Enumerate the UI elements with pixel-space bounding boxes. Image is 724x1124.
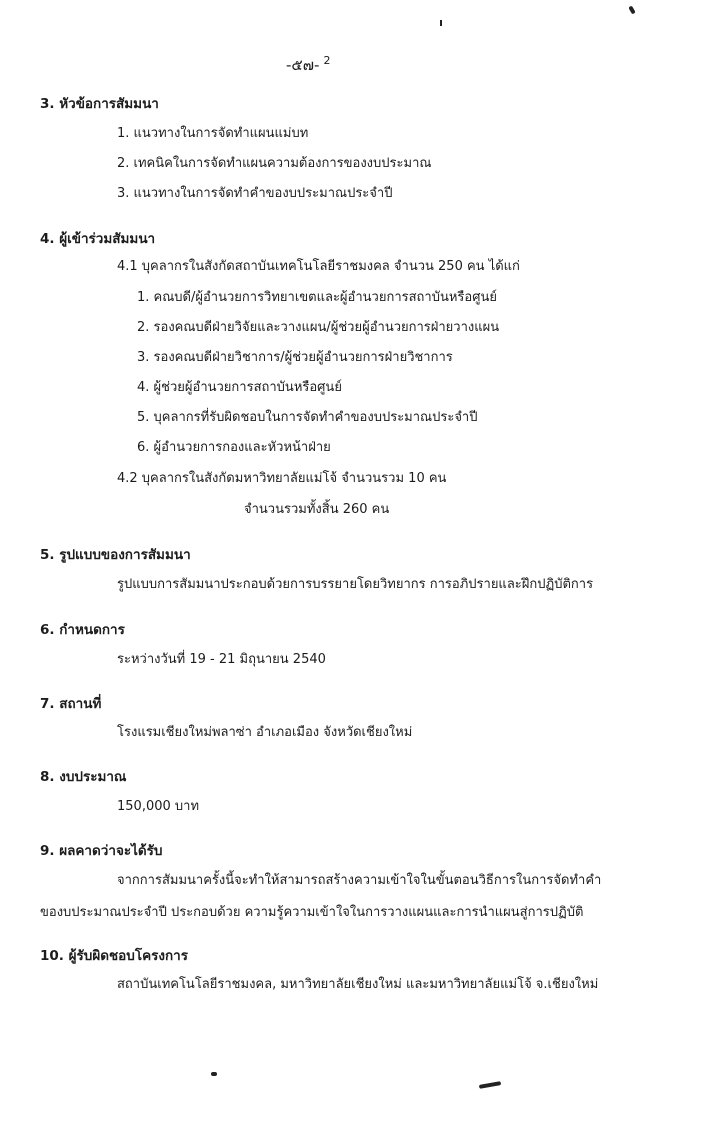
section-3-item: 2. เทคนิคในการจัดทำแผนความต้องการของงบประมาณ bbox=[117, 156, 432, 171]
section-4-item: 6. ผู้อำนวยการกองและหัวหน้าฝ่าย bbox=[137, 440, 331, 455]
scan-speck bbox=[440, 20, 442, 26]
section-9-line-2: ของบประมาณประจำปี ประกอบด้วย ความรู้ความเข้าใจในการวางแผนและการนำแผนสู่การปฏิบัติ bbox=[40, 905, 584, 920]
section-3-heading: 3. หัวข้อการสัมมนา bbox=[40, 96, 159, 112]
page-number bbox=[286, 56, 330, 76]
section-7-heading: 7. สถานที่ bbox=[40, 696, 102, 712]
section-3-item: 1. แนวทางในการจัดทำแผนแม่บท bbox=[117, 126, 309, 141]
section-4-item: 2. รองคณบดีฝ่ายวิจัยและวางแผน/ผู้ช่วยผู้อำนวยการฝ่ายวางแผน bbox=[137, 320, 500, 335]
page-number-sup: 2 bbox=[323, 54, 331, 67]
section-3-item: 3. แนวทางในการจัดทำคำของบประมาณประจำปี bbox=[117, 186, 393, 201]
section-4-item: 1. คณบดี/ผู้อำนวยการวิทยาเขตและผู้อำนวยการสถาบันหรือศูนย์ bbox=[137, 290, 497, 305]
section-10-heading: 10. ผู้รับผิดชอบโครงการ bbox=[40, 948, 188, 964]
scan-speck bbox=[479, 1081, 501, 1089]
section-4-item: 4. ผู้ช่วยผู้อำนวยการสถาบันหรือศูนย์ bbox=[137, 380, 342, 395]
section-4-heading: 4. ผู้เข้าร่วมสัมมนา bbox=[40, 231, 156, 247]
scan-speck bbox=[628, 6, 635, 15]
section-5-body: รูปแบบการสัมมนาประกอบด้วยการบรรยายโดยวิทยากร การอภิปรายและฝึกปฏิบัติการ bbox=[117, 577, 594, 592]
section-10-body: สถาบันเทคโนโลยีราชมงคล, มหาวิทยาลัยเชียงใหม่ และมหาวิทยาลัยแม่โจ้ จ.เชียงใหม่ bbox=[117, 977, 599, 992]
section-9-heading: 9. ผลคาดว่าจะได้รับ bbox=[40, 843, 163, 859]
section-6-heading: 6. กำหนดการ bbox=[40, 622, 125, 638]
section-4-item: 5. บุคลากรที่รับผิดชอบในการจัดทำคำของบประมาณประจำปี bbox=[137, 410, 478, 425]
section-4-total: จำนวนรวมทั้งสิ้น 260 คน bbox=[244, 502, 390, 517]
section-5-heading: 5. รูปแบบของการสัมมนา bbox=[40, 547, 191, 563]
section-8-heading: 8. งบประมาณ bbox=[40, 769, 127, 785]
page-number-mark: -๕๗- bbox=[286, 56, 320, 74]
section-9-line-1: จากการสัมมนาครั้งนี้จะทำให้สามารถสร้างความเข้าใจในขั้นตอนวิธีการในการจัดทำคำ bbox=[117, 873, 602, 888]
section-7-body: โรงแรมเชียงใหม่พลาซ่า อำเภอเมือง จังหวัดเชียงใหม่ bbox=[117, 725, 413, 740]
scan-speck bbox=[211, 1072, 217, 1076]
section-6-body: ระหว่างวันที่ 19 - 21 มิถุนายน 2540 bbox=[117, 652, 326, 667]
section-4-item: 3. รองคณบดีฝ่ายวิชาการ/ผู้ช่วยผู้อำนวยการฝ่ายวิชาการ bbox=[137, 350, 453, 365]
section-4-sub-2: 4.2 บุคลากรในสังกัดมหาวิทยาลัยแม่โจ้ จำนวนรวม 10 คน bbox=[117, 471, 447, 486]
section-4-sub-1: 4.1 บุคลากรในสังกัดสถาบันเทคโนโลยีราชมงคล จำนวน 250 คน ได้แก่ bbox=[117, 259, 520, 274]
section-8-body: 150,000 บาท bbox=[117, 799, 200, 814]
